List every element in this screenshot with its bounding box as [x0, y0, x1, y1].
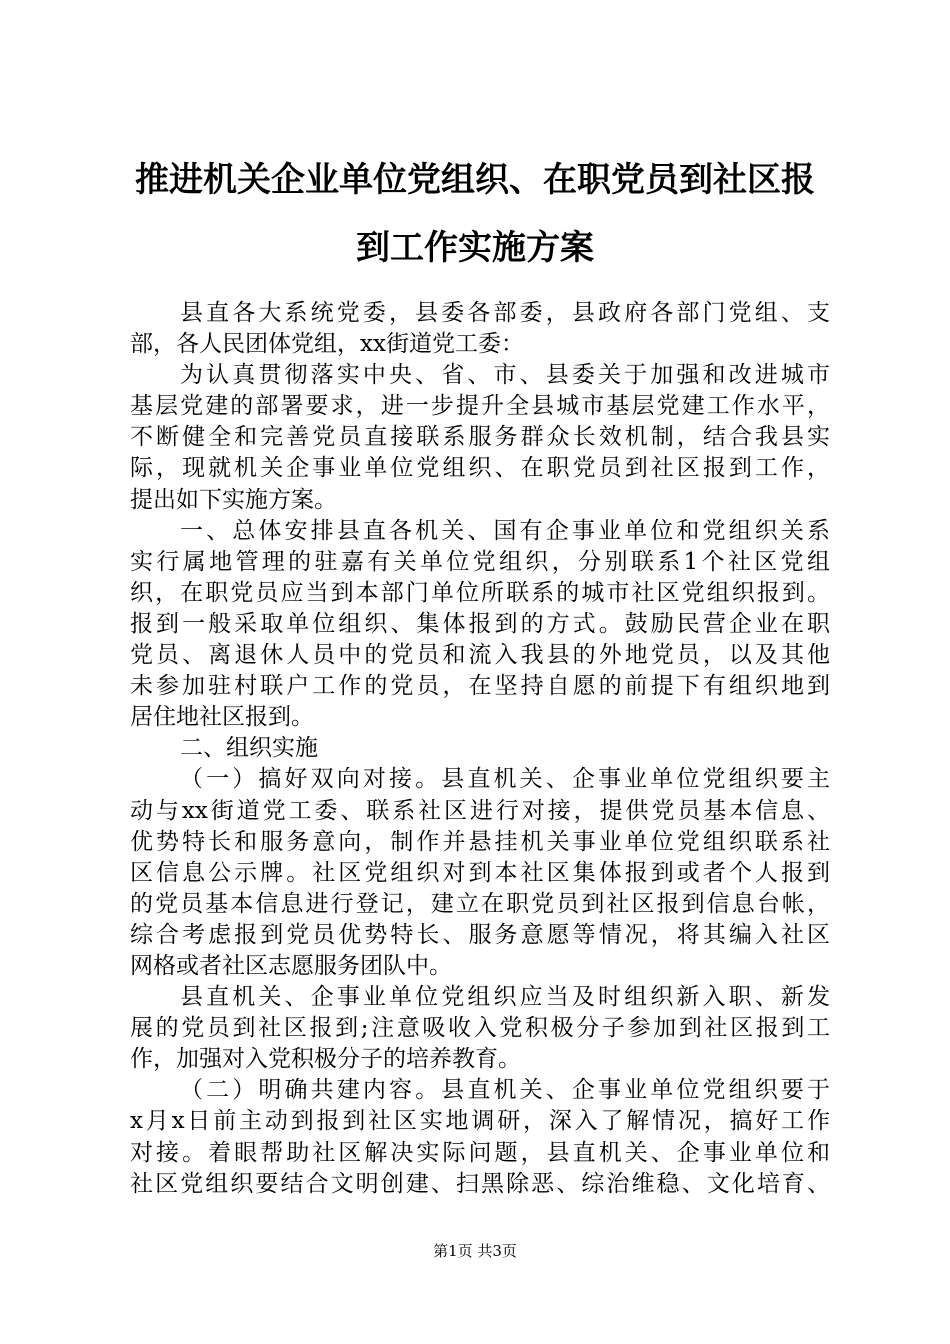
document-body [130, 298, 830, 1200]
body-text-line: 动与xx街道党工委、联系社区进行对接，提供党员基本信息、 [130, 797, 830, 824]
body-text-line: 报到一般采取单位组织、集体报到的方式。鼓励民营企业在职 [130, 610, 830, 637]
body-text-line: 网格或者社区志愿服务团队中。 [130, 952, 452, 979]
body-text-line: 实行属地管理的驻嘉有关单位党组织，分别联系1个社区党组 [130, 548, 830, 575]
body-text-line: 县直机关、企事业单位党组织应当及时组织新入职、新发 [180, 984, 830, 1011]
body-text-line: 党员、离退休人员中的党员和流入我县的外地党员，以及其他 [130, 642, 830, 669]
body-text-line: （二）明确共建内容。县直机关、企事业单位党组织要于 [180, 1077, 830, 1104]
body-text-line: 提出如下实施方案。 [130, 486, 337, 513]
page-footer: 第1页 共3页 [433, 1242, 517, 1260]
body-text-line: 一、总体安排县直各机关、国有企事业单位和党组织关系 [180, 517, 830, 544]
body-text-line: 织，在职党员应当到本部门单位所联系的城市社区党组织报到。 [130, 579, 830, 606]
body-text-line: 优势特长和服务意向，制作并悬挂机关事业单位党组织联系社 [130, 828, 830, 855]
body-text-line: 的党员基本信息进行登记，建立在职党员到社区报到信息台帐， [130, 890, 830, 917]
body-text-line: 为认真贯彻落实中央、省、市、县委关于加强和改进城市 [180, 362, 830, 389]
body-text-line: 二、组织实施 [180, 735, 318, 762]
body-text-line: 基层党建的部署要求，进一步提升全县城市基层党建工作水平， [130, 393, 830, 420]
body-text-line: 综合考虑报到党员优势特长、服务意愿等情况，将其编入社区 [130, 921, 830, 948]
document-title-line-1: 推进机关企业单位党组织、在职党员到社区报 [135, 160, 815, 200]
body-text-line: x月x日前主动到报到社区实地调研，深入了解情况，搞好工作 [130, 1108, 830, 1135]
body-text-line: 不断健全和完善党员直接联系服务群众长效机制，结合我县实 [130, 424, 830, 451]
body-text-line: 作，加强对入党积极分子的培养教育。 [130, 1046, 521, 1073]
body-text-line: 居住地社区报到。 [130, 704, 314, 731]
body-text-line: 未参加驻村联户工作的党员，在坚持自愿的前提下有组织地到 [130, 673, 830, 700]
body-text-line: 区信息公示牌。社区党组织对到本社区集体报到或者个人报到 [130, 859, 830, 886]
document-title-line-2: 到工作实施方案 [356, 228, 594, 268]
body-text-line: （一）搞好双向对接。县直机关、企事业单位党组织要主 [180, 766, 830, 793]
body-text-line: 对接。着眼帮助社区解决实际问题，县直机关、企事业单位和 [130, 1139, 830, 1166]
body-text-line: 展的党员到社区报到;注意吸收入党积极分子参加到社区报到工 [130, 1015, 830, 1042]
body-text-line: 社区党组织要结合文明创建、扫黑除恶、综治维稳、文化培育、 [130, 1170, 830, 1197]
body-text-line: 县直各大系统党委，县委各部委，县政府各部门党组、支 [180, 300, 830, 326]
body-text-line: 部，各人民团体党组，xx街道党工委： [130, 331, 524, 358]
body-text-line: 际，现就机关企事业单位党组织、在职党员到社区报到工作， [130, 455, 830, 482]
